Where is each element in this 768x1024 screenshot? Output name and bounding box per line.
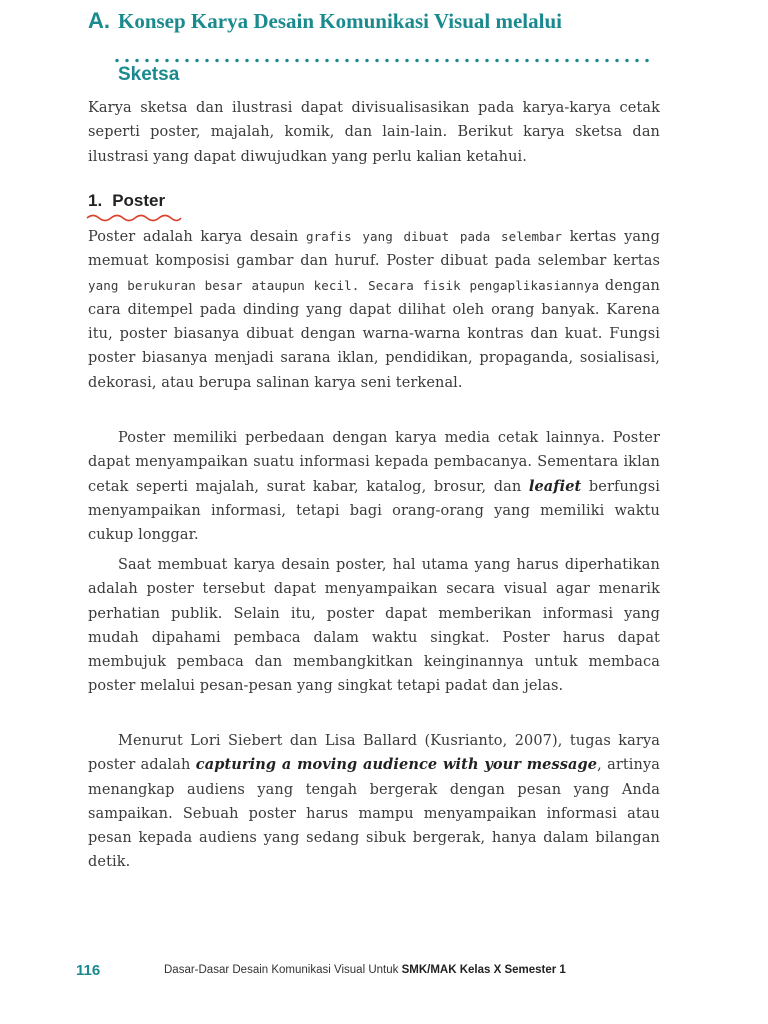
paragraph-poster-definition [88, 225, 660, 395]
section-letter: A. [88, 8, 110, 33]
footer-title [164, 964, 566, 976]
emphasis-leafiet: leafiet [528, 477, 582, 495]
page-number: 116 [76, 962, 101, 979]
text-run: berfungsi menyampaikan informasi, tetapi bagi orang-orang yang memiliki waktu cukup longgar. [88, 478, 661, 544]
text-run: Poster memiliki perbedaan dengan karya media cetak lainnya. Poster dapat menyampaikan suatu informasi kepada pembacanya. Sementara iklan cetak seperti majalah, surat kabar, katalog, brosur, dan [88, 430, 660, 495]
paragraph-poster-design: Saat membuat karya desain poster, hal utama yang harus diperhatikan adalah poster tersebut dapat menyampaikan secara visual agar menarik perhatian publik. Selain itu, poster dapat memberikan informasi yang mudah dipahami pembaca dalam waktu singkat. Poster harus dapat membujuk pembaca dan membangkitkan keinginannya untuk membaca poster melalui pesan-pesan yang singkat tetapi padat dan jelas. [88, 557, 660, 695]
text-run: dengan cara ditempel pada dinding yang dapat dilihat oleh orang banyak. Karena itu, poster biasanya dibuat dengan warna-warna kontras dan kuat. Fungsi poster biasanya menjadi sarana iklan, pendidikan, propaganda, sosialisasi, dekorasi, atau berupa salinan karya seni terkenal. [88, 277, 661, 391]
emphasis-quote: capturing a moving audience with your message [195, 756, 598, 774]
paragraph-poster-task [88, 729, 660, 875]
text-run-mono: yang berukuran besar ataupun kecil. Secara fisik pengaplikasiannya [88, 277, 600, 293]
subsection-number: 1. [88, 191, 103, 210]
intro-paragraph: Karya sketsa dan ilustrasi dapat divisualisasikan pada karya-karya cetak seperti poster, majalah, komik, dan lain-lain. Berikut karya sketsa dan ilustrasi yang dapat diwujudkan yang perlu kalian ketahui. [88, 100, 660, 165]
text-run: Poster adalah karya desain [88, 229, 307, 245]
text-run: , artinya menangkap audiens yang tengah bergerak dengan pesan yang Anda sampaikan. Sebuah poster harus mampu menyampaikan informasi atau pesan kepada audiens yang sedang sibuk bergerak, hanya dalam bilangan detik. [88, 757, 661, 871]
section-title: Konsep Karya Desain Komunikasi Visual melalui [118, 9, 562, 33]
wavy-underline [86, 213, 182, 223]
text-run: Menurut Lori Siebert dan Lisa Ballard (Kusrianto, 2007), tugas karya poster adalah [88, 733, 660, 774]
footer-bold-text: SMK/MAK Kelas X Semester 1 [401, 964, 566, 976]
dotted-divider [112, 58, 654, 63]
subsection-heading [88, 191, 165, 211]
text-run-mono: grafis yang dibuat pada selembar [306, 229, 562, 244]
subsection-title: Poster [112, 191, 166, 210]
section-title-continued: Sketsa [118, 64, 180, 85]
paragraph-poster-difference [88, 426, 660, 547]
text-run: kertas yang memuat komposisi gambar dan huruf. Poster dibuat pada selembar kertas [88, 229, 660, 270]
footer-text: Dasar-Dasar Desain Komunikasi Visual Untuk [164, 964, 402, 976]
